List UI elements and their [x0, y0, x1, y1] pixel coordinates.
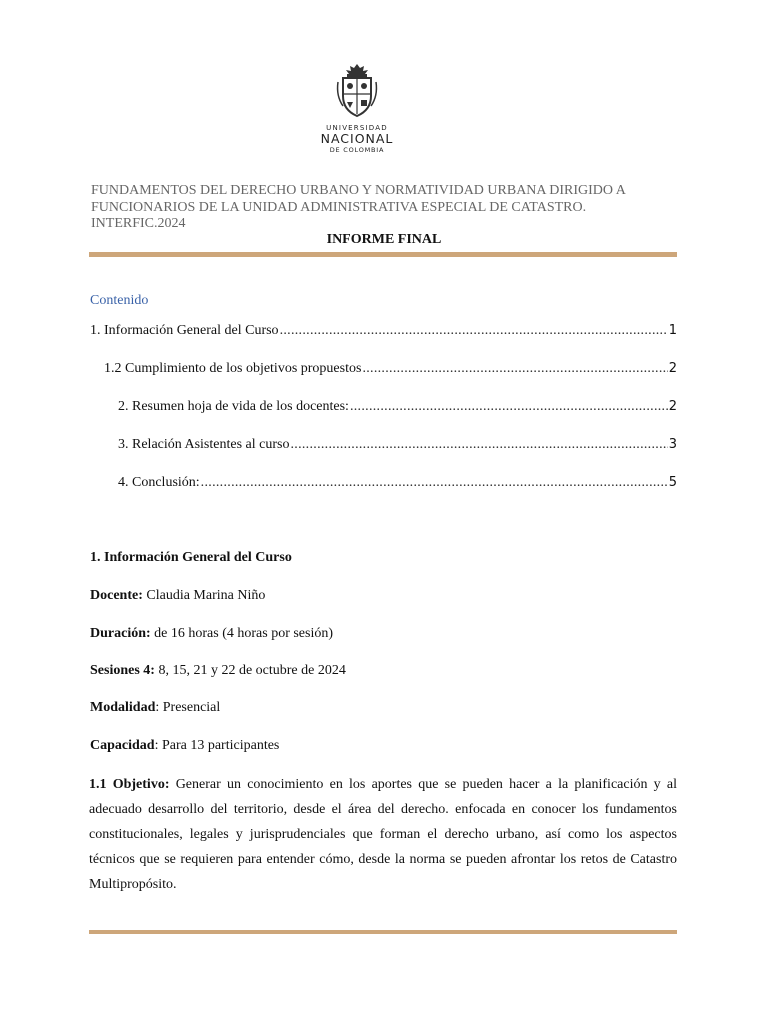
- toc-entry-label: 2. Resumen hoja de vida de los docentes:: [118, 399, 349, 414]
- bottom-divider: [89, 930, 677, 934]
- docente-field: [90, 588, 265, 604]
- toc-entry-label: 1. Información General del Curso: [90, 323, 279, 338]
- logo-line-1: UNIVERSIDAD: [326, 124, 388, 132]
- logo-line-3: DE COLOMBIA: [329, 146, 385, 154]
- field-value: : Para 13 participantes: [154, 738, 280, 753]
- toc-leader-dots: [280, 323, 668, 339]
- toc-entry[interactable]: [118, 475, 677, 491]
- section-heading: 1. Información General del Curso: [90, 550, 292, 565]
- field-label: Capacidad: [90, 738, 155, 753]
- toc-entry[interactable]: [104, 361, 677, 377]
- toc-entry-page: 3: [668, 437, 677, 452]
- toc-leader-dots: [362, 361, 667, 377]
- toc-entry-page: 2: [668, 399, 677, 414]
- field-value: Claudia Marina Niño: [142, 588, 266, 603]
- coat-of-arms-icon: [335, 62, 379, 120]
- toc-leader-dots: [290, 437, 667, 453]
- toc-entry[interactable]: [118, 399, 677, 415]
- toc-heading: Contenido: [90, 293, 149, 308]
- toc-entry-page: 1: [668, 323, 677, 338]
- toc-leader-dots: [350, 399, 668, 415]
- toc-entry-page: 5: [668, 475, 677, 490]
- modalidad-field: [90, 700, 220, 716]
- toc-leader-dots: [201, 475, 668, 491]
- field-value: : Presencial: [155, 700, 221, 715]
- report-title: INFORME FINAL: [326, 232, 442, 247]
- sesiones-field: [90, 663, 346, 679]
- objective-label: 1.1 Objetivo:: [89, 777, 170, 792]
- field-label: Sesiones 4:: [90, 663, 155, 678]
- objective-text: Generar un conocimiento en los aportes que se pueden hacer a la planificación y al adecuado desarrollo del territorio, desde el área del derecho. enfocada en conocer los fundamentos constitucionales, legales y jurisprudenciales que forman el derecho urbano, así como los aspectos técnicos que se requieren para entender cómo, desde la norma se pueden afrontar los retos de Catastro Multipropósito.: [89, 777, 677, 892]
- toc-entry[interactable]: [90, 323, 677, 339]
- toc-entry-label: 4. Conclusión:: [118, 475, 200, 490]
- university-logo: [314, 62, 400, 154]
- field-label: Docente:: [90, 588, 143, 603]
- objective-paragraph: [89, 772, 677, 897]
- course-title: FUNDAMENTOS DEL DERECHO URBANO Y NORMATIVIDAD URBANA DIRIGIDO A FUNCIONARIOS DE LA UNIDAD ADMINISTRATIVA ESPECIAL DE CATASTRO. INTERFIC.2024: [91, 183, 626, 231]
- field-value: 8, 15, 21 y 22 de octubre de 2024: [154, 663, 346, 678]
- logo-line-2: NACIONAL: [320, 131, 394, 146]
- toc-entry-page: 2: [668, 361, 677, 376]
- top-divider: [89, 252, 677, 257]
- toc-entry[interactable]: [118, 437, 677, 453]
- field-label: Duración:: [90, 626, 151, 641]
- toc-entry-label: 1.2 Cumplimiento de los objetivos propuestos: [104, 361, 362, 376]
- field-value: de 16 horas (4 horas por sesión): [150, 626, 334, 641]
- field-label: Modalidad: [90, 700, 156, 715]
- duracion-field: [90, 626, 333, 642]
- capacidad-field: [90, 738, 279, 754]
- toc-entry-label: 3. Relación Asistentes al curso: [118, 437, 290, 452]
